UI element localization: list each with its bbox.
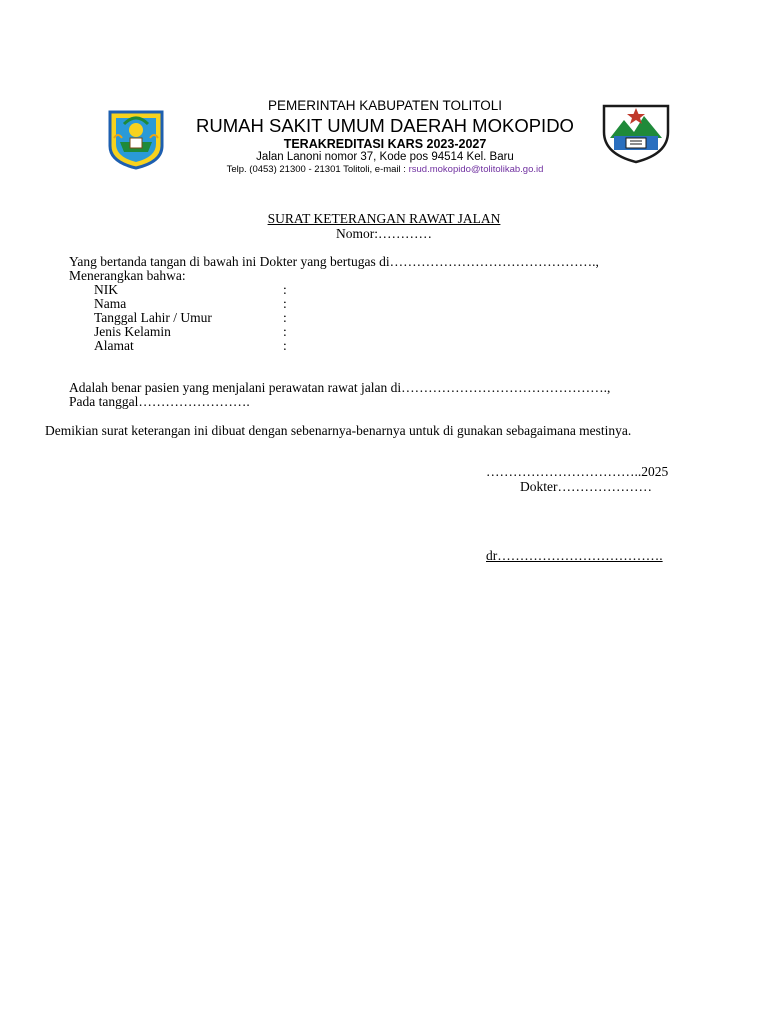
sign-role: Dokter………………… [520, 479, 652, 494]
letter-number: Nomor:………… [336, 226, 432, 241]
field-colon: : [283, 296, 287, 311]
field-label: Jenis Kelamin [94, 324, 171, 339]
field-jenis-kelamin [0, 325, 768, 339]
field-label: NIK [94, 282, 118, 297]
field-colon: : [283, 310, 287, 325]
field-nik [0, 283, 768, 297]
letter-title: SURAT KETERANGAN RAWAT JALAN [267, 211, 501, 226]
government-line: PEMERINTAH KABUPATEN TOLITOLI [267, 98, 503, 113]
field-label: Nama [94, 296, 127, 311]
closing-text: Demikian surat keterangan ini dibuat dengan sebenarnya-benarnya untuk di gunakan sebagaimana mestinya. [45, 423, 632, 438]
field-colon: : [283, 324, 287, 339]
contact-line [150, 164, 620, 175]
field-label: Tanggal Lahir / Umur [94, 310, 212, 325]
date-line: Pada tanggal……………………. [69, 394, 250, 409]
field-colon: : [283, 338, 287, 353]
contact-text: Telp. (0453) 21300 - 21301 Tolitoli, e-mail : [226, 164, 409, 175]
intro-text: Yang bertanda tangan di bawah ini Dokter yang bertugas di………………………………………., [69, 254, 599, 269]
sign-date: ……………………………..2025 [486, 464, 669, 479]
address-line: Jalan Lanoni nomor 37, Kode pos 94514 Kel. Baru [256, 151, 514, 163]
declares-text: Menerangkan bahwa: [69, 268, 186, 283]
accreditation-line: TERAKREDITASI KARS 2023-2027 [283, 137, 487, 151]
field-colon: : [283, 282, 287, 297]
hospital-name: RUMAH SAKIT UMUM DAERAH MOKOPIDO [196, 115, 574, 136]
field-nama [0, 297, 768, 311]
patient-statement: Adalah benar pasien yang menjalani perawatan rawat jalan di………………………………………., [69, 380, 611, 395]
field-tanggal-lahir [0, 311, 768, 325]
field-label: Alamat [94, 338, 134, 353]
sign-name: dr………………………………. [486, 548, 663, 563]
email-link[interactable]: rsud.mokopido@tolitolikab.go.id [408, 164, 544, 175]
field-alamat [0, 339, 768, 353]
